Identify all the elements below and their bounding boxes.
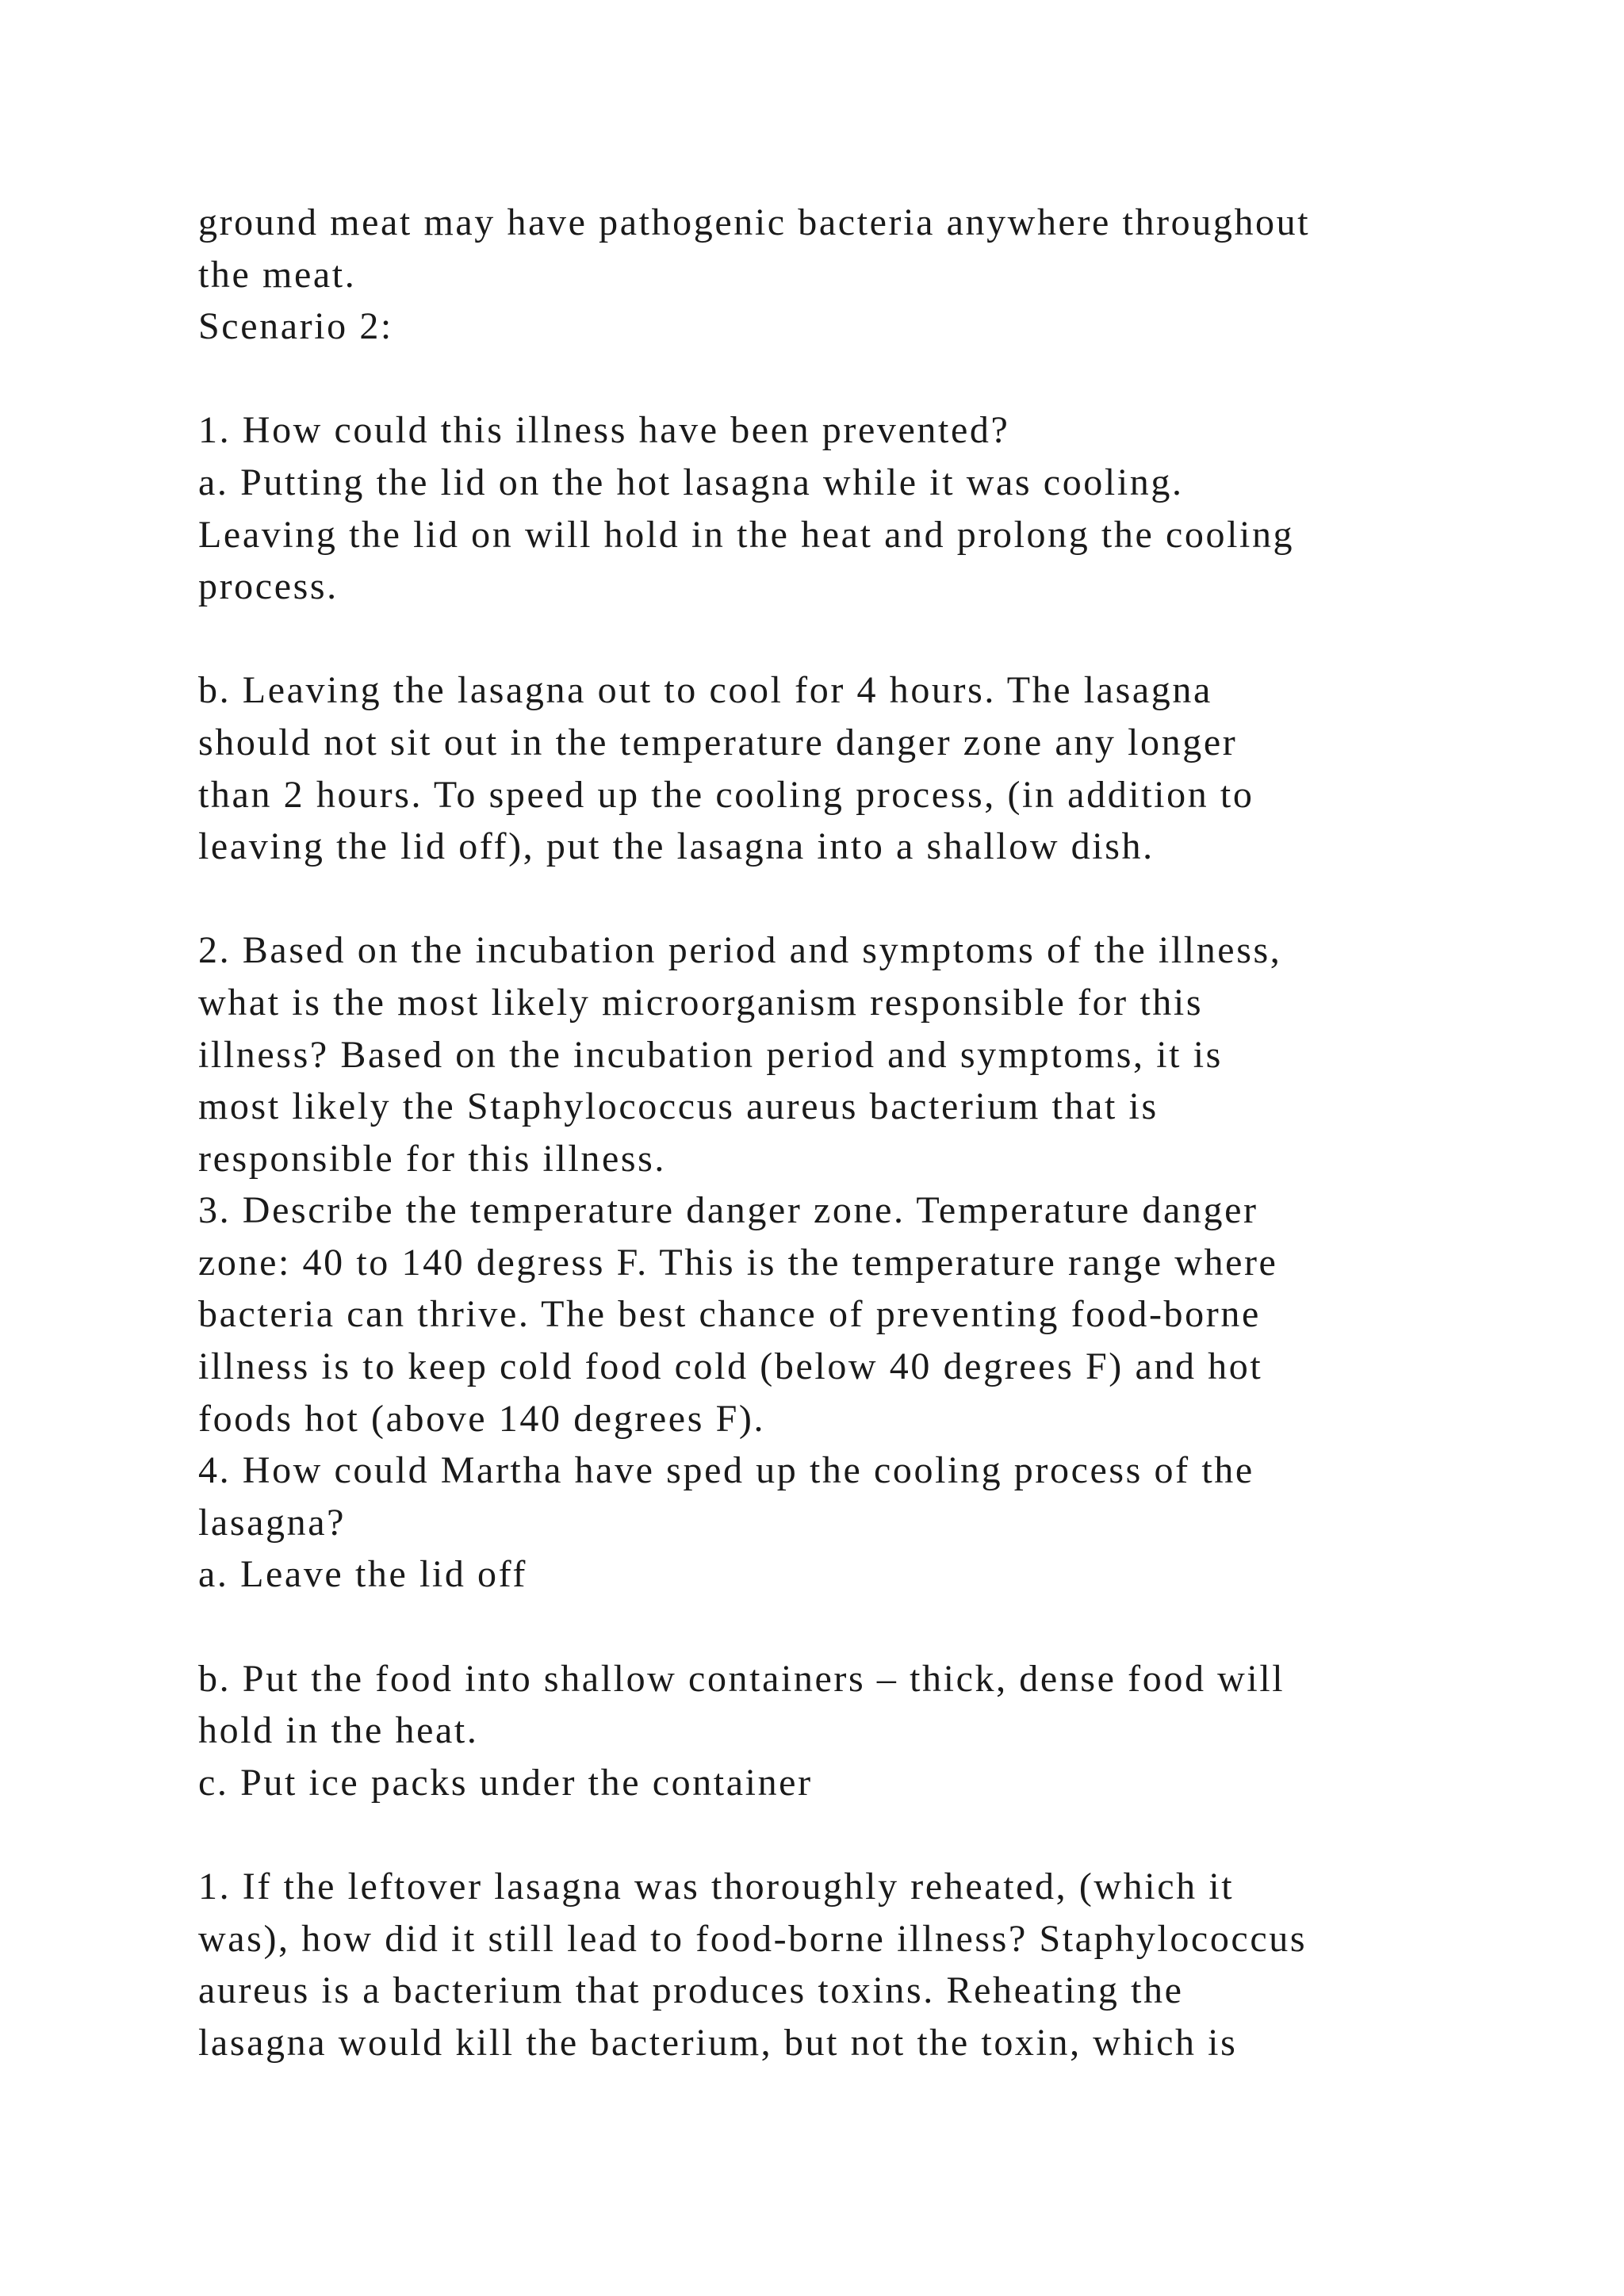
text-line: ground meat may have pathogenic bacteria anywhere throughout bbox=[198, 201, 1311, 243]
text-line: illness is to keep cold food cold (below 40 degrees F) and hot bbox=[198, 1345, 1263, 1388]
document-body-text bbox=[198, 197, 1483, 2068]
text-line: 1. How could this illness have been prevented? bbox=[198, 409, 1010, 452]
text-line: bacteria can thrive. The best chance of preventing food-borne bbox=[198, 1293, 1261, 1336]
text-line: a. Putting the lid on the hot lasagna while it was cooling. bbox=[198, 461, 1184, 503]
text-line: Leaving the lid on will hold in the heat and prolong the cooling bbox=[198, 513, 1295, 556]
text-line: lasagna? bbox=[198, 1501, 347, 1544]
text-line: 4. How could Martha have sped up the cooling process of the bbox=[198, 1449, 1254, 1492]
text-line: 2. Based on the incubation period and symptoms of the illness, bbox=[198, 929, 1282, 972]
text-line: lasagna would kill the bacterium, but not the toxin, which is bbox=[198, 2021, 1238, 2064]
blank-line bbox=[198, 613, 1483, 665]
text-line: a. Leave the lid off bbox=[198, 1553, 527, 1596]
text-line: c. Put ice packs under the container bbox=[198, 1761, 813, 1804]
text-line: aureus is a bacterium that produces toxins. Reheating the bbox=[198, 1969, 1184, 2012]
text-line: illness? Based on the incubation period and symptoms, it is bbox=[198, 1033, 1223, 1076]
blank-line bbox=[198, 1601, 1483, 1653]
text-line: zone: 40 to 140 degress F. This is the temperature range where bbox=[198, 1241, 1278, 1284]
text-line: hold in the heat. bbox=[198, 1709, 479, 1752]
text-line: the meat. bbox=[198, 253, 357, 296]
text-line: most likely the Staphylococcus aureus bacterium that is bbox=[198, 1085, 1159, 1128]
text-line: 1. If the leftover lasagna was thoroughly reheated, (which it bbox=[198, 1866, 1235, 1908]
text-line: was), how did it still lead to food-borne illness? Staphylococcus bbox=[198, 1917, 1308, 1960]
text-line: should not sit out in the temperature danger zone any longer bbox=[198, 721, 1238, 763]
blank-line bbox=[198, 353, 1483, 405]
text-line: 3. Describe the temperature danger zone. Temperature danger bbox=[198, 1189, 1258, 1232]
blank-line bbox=[198, 1808, 1483, 1861]
text-line: what is the most likely microorganism responsible for this bbox=[198, 981, 1204, 1024]
text-line: foods hot (above 140 degrees F). bbox=[198, 1397, 766, 1440]
text-line: responsible for this illness. bbox=[198, 1137, 667, 1180]
text-line: leaving the lid off), put the lasagna into a shallow dish. bbox=[198, 825, 1155, 868]
text-line: process. bbox=[198, 565, 339, 608]
text-line: than 2 hours. To speed up the cooling process, (in addition to bbox=[198, 773, 1254, 816]
text-line: Scenario 2: bbox=[198, 305, 393, 348]
text-line: b. Leaving the lasagna out to cool for 4 hours. The lasagna bbox=[198, 669, 1212, 712]
text-line: b. Put the food into shallow containers – thick, dense food will bbox=[198, 1657, 1285, 1700]
blank-line bbox=[198, 873, 1483, 925]
